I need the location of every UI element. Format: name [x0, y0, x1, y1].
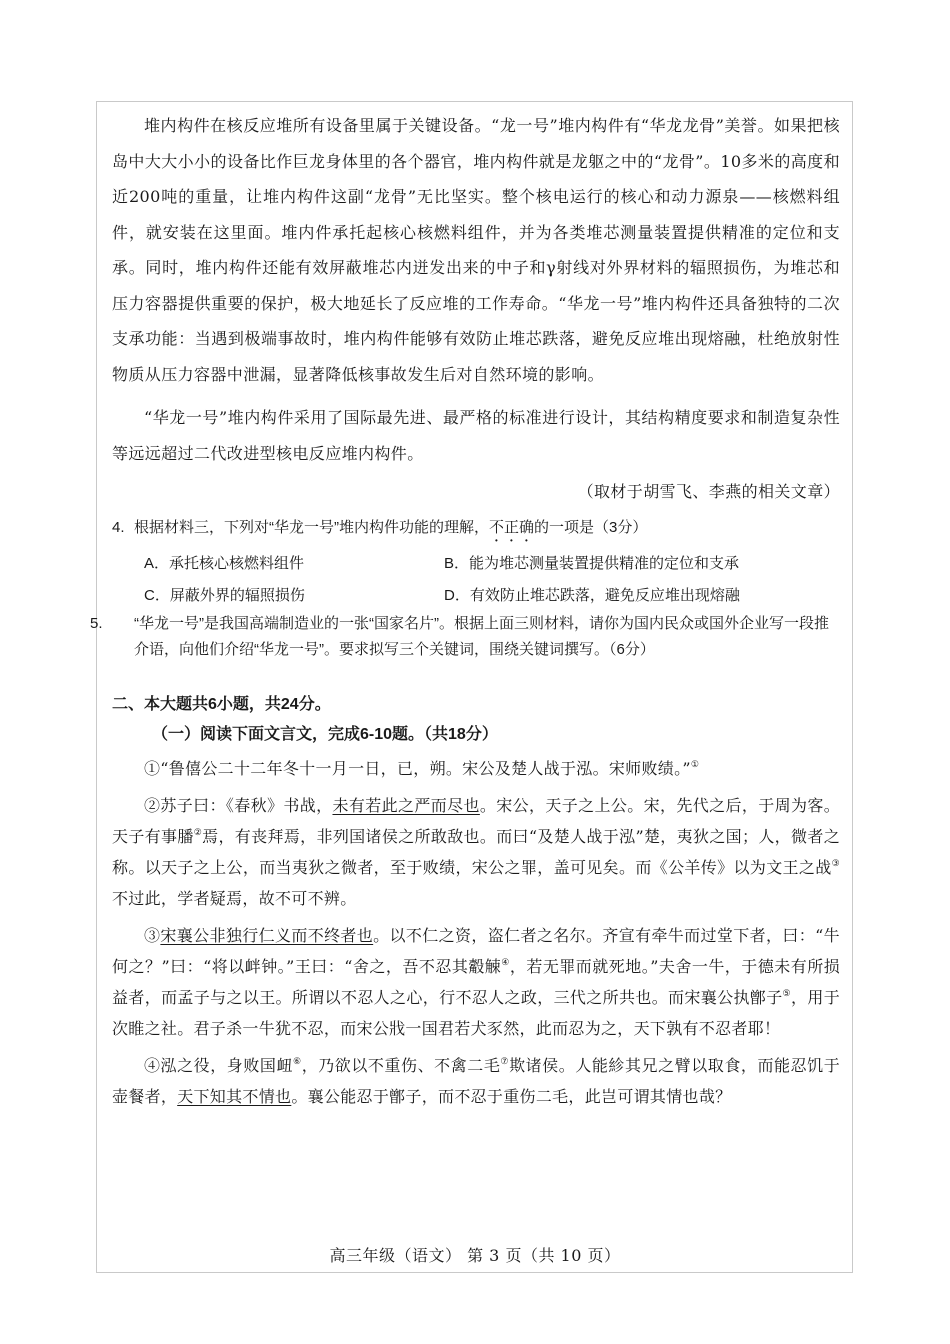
- footnote-marker: ④: [501, 958, 510, 968]
- footnote-marker: ⑦: [500, 1057, 510, 1067]
- classical-p3-text: ③: [144, 926, 161, 945]
- material-source: （取材于胡雪飞、李燕的相关文章）: [577, 482, 840, 501]
- question-4-options: [112, 551, 840, 609]
- classical-p4-text: 。襄公能忍于鄫子，而不忍于重伤二毛，此岂可谓其情也哉？: [291, 1087, 732, 1106]
- classical-p2-text: 不过此，学者疑焉，故不可不辨。: [112, 889, 357, 908]
- footnote-marker: ②: [193, 828, 203, 838]
- classical-p2-text: ②苏子曰：《春秋》书战，: [144, 796, 333, 815]
- material-paragraph-2: “华龙一号”堆内构件采用了国际最先进、最严格的标准进行设计，其结构精度要求和制造复杂性等远远超过二代改进型核电反应堆内构件。: [112, 408, 840, 463]
- option-c: C．屏蔽外界的辐照损伤: [144, 587, 305, 604]
- classical-p4-text: ④泓之役，身败国衄: [144, 1056, 294, 1075]
- option-d: D．有效防止堆芯跌落，避免反应堆出现熔融: [444, 587, 740, 604]
- classical-p3-text: ，用于次睢之社。君子杀一牛犹不忍，而宋公戕一国君若犬豕然，此而忍为之，天下孰有不忍者耶！: [112, 988, 840, 1038]
- question-5-text: “华龙一号”是我国高端制造业的一张“国家名片”。根据上面三则材料，请你为国内民众或国外企业写一段推介语，向他们介绍“华龙一号”。要求拟写三个关键词，围绕关键词撰写。（6分）: [134, 615, 829, 658]
- underlined-phrase: 未有若此之严而尽也: [332, 796, 480, 815]
- option-a: A．承托核心核燃料组件: [144, 555, 305, 572]
- classical-p1-text: ①“鲁僖公二十二年冬十一月一日，已，朔。宋公及楚人战于泓。宋师败绩。”: [144, 759, 691, 778]
- material-paragraph-1: 堆内构件在核反应堆所有设备里属于关键设备。“龙一号”堆内构件有“华龙龙骨”美誉。如果把核岛中大大小小的设备比作巨龙身体里的各个器官，堆内构件就是龙躯之中的“龙骨”。10多米的高度和近200吨的重量，让堆内构件这副“龙骨”无比坚实。整个核电运行的核心和动力源泉——核燃料组件，就安装在这里面。堆内件承托起核心核燃料组件，并为各类堆芯测量装置提供精准的定位和支承。同时，堆内构件还能有效屏蔽堆芯内迸发出来的中子和γ射线对外界材料的辐照损伤，为堆芯和压力容器提供重要的保护，极大地延长了反应堆的工作寿命。“华龙一号”堆内构件还具备独特的二次支承功能：当遇到极端事故时，堆内构件能够有效防止堆芯跌落，避免反应堆出现熔融，杜绝放射性物质从压力容器中泄漏，显著降低核事故发生后对自然环境的影响。: [112, 116, 840, 384]
- classical-p2-text: 。宋公，天子之上公。宋，先代之后，于周为客。天子有事膰: [112, 796, 840, 846]
- footnote-marker: ③: [831, 859, 840, 869]
- question-4: [112, 515, 840, 545]
- classical-p3-text: 。以不仁之资，盗仁者之名尔。齐宣有牵牛而过堂下者，曰：“牛何之？”曰：“将以衅钟。”王曰：“舍之，吾不忍其觳觫: [112, 926, 840, 976]
- classical-paragraph-1: [112, 753, 840, 784]
- classical-p4-text: ，乃欲以不重伤、不禽二毛: [301, 1056, 501, 1075]
- question-4-number: 4.: [112, 519, 125, 536]
- classical-paragraph-2: [112, 790, 840, 914]
- footnote-marker: ⑥: [293, 1057, 302, 1067]
- underlined-phrase: 天下知其不情也: [177, 1087, 292, 1106]
- classical-p3-text: ，若无罪而就死地。”夫舍一牛，于德未有所损益者，而孟子与之以王。所谓以不忍人之心，行不忍人之政，三代之所共也。而宋襄公执鄫子: [112, 957, 841, 1007]
- section-2-subtitle: （一）阅读下面文言文，完成6-10题。（共18分）: [152, 726, 498, 743]
- question-5-number: 5.: [90, 615, 103, 632]
- classical-p4-text: 欺诸侯。人能紾其兄之臂以取食，而能忍饥于壶餐者，: [112, 1056, 841, 1106]
- section-2-title: 二、本大题共6小题，共24分。: [112, 696, 331, 713]
- underlined-phrase: 宋襄公非独行仁义而不终者也: [160, 926, 374, 945]
- question-4-points: 的一项是（3分）: [534, 519, 648, 536]
- footnote-marker: ①: [690, 760, 700, 770]
- classical-paragraph-4: [112, 1050, 840, 1112]
- question-4-emphasis: 不正确: [489, 519, 535, 536]
- page-content: [90, 108, 841, 1112]
- classical-paragraph-3: [112, 920, 840, 1044]
- question-4-stem: 根据材料三，下列对“华龙一号”堆内构件功能的理解，: [134, 519, 489, 536]
- page-footer: 高三年级（语文） 第 3 页（共 10 页）: [329, 1246, 621, 1265]
- classical-p2-text: 焉，有丧拜焉，非列国诸侯之所敢敌也。而曰“及楚人战于泓”楚，夷狄之国；人，微者之称。以天子之上公，而当夷狄之微者，至于败绩，宋公之罪，盖可见矣。而《公羊传》以为文王之战: [112, 827, 840, 877]
- footnote-marker: ⑤: [782, 989, 791, 999]
- option-b: B．能为堆芯测量装置提供精准的定位和支承: [444, 555, 740, 572]
- question-5: [90, 611, 840, 663]
